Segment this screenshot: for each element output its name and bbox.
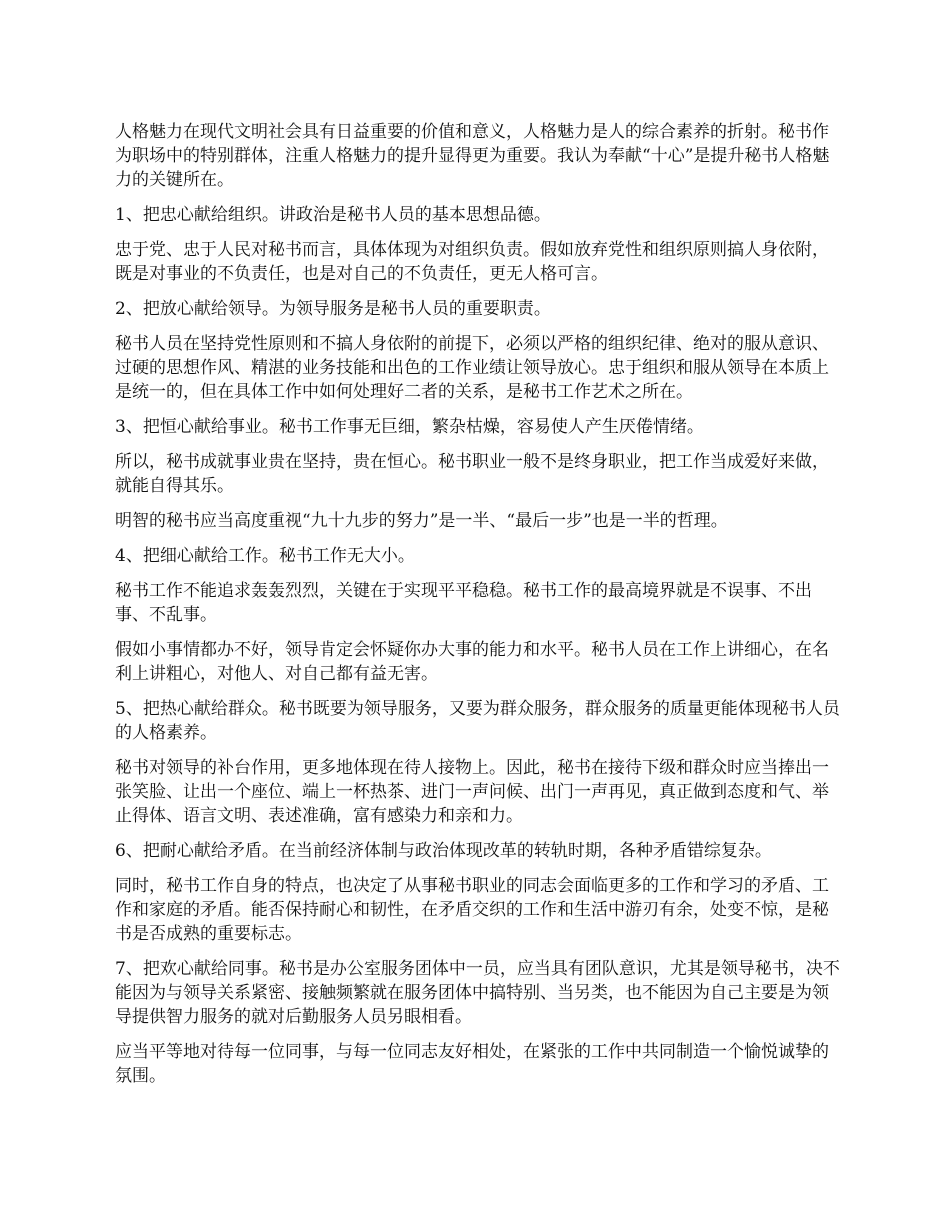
- section-heading-carefulness: 4、把细心献给工作。秘书工作无大小。: [115, 546, 415, 566]
- body-paragraph: 秘书人员在坚持党性原则和不搞人身依附的前提下，必须以严格的组织纪律、绝对的服从意识、过硬的思想作风、精湛的业务技能和出色的工作业绩让领导放心。忠于组织和服从领导在本质上是统一的，但在具体工作中如何处理好二者的关系，是秘书工作艺术之所在。: [115, 334, 829, 402]
- body-paragraph: 假如小事情都办不好，领导肯定会怀疑你办大事的能力和水平。秘书人员在工作上讲细心，在名利上讲粗心，对他人、对自己都有益无害。: [115, 640, 829, 684]
- body-paragraph: 明智的秘书应当高度重视“九十九步的努力”是一半、“最后一步”也是一半的哲理。: [115, 511, 728, 531]
- body-paragraph: 同时，秘书工作自身的特点，也决定了从事秘书职业的同志会面临更多的工作和学习的矛盾、工作和家庭的矛盾。能否保持耐心和韧性，在矛盾交织的工作和生活中游刃有余，处变不惊，是秘书是否成熟的重要标志。: [115, 876, 829, 944]
- section-heading-patience: 6、把耐心献给矛盾。在当前经济体制与政治体现改革的转轨时期，各种矛盾错综复杂。: [115, 841, 772, 861]
- section-heading-warmth: 5、把热心献给群众。秘书既要为领导服务，又要为群众服务，群众服务的质量更能体现秘书人员的人格素养。: [115, 699, 840, 743]
- body-paragraph: 应当平等地对待每一位同事，与每一位同志友好相处，在紧张的工作中共同制造一个愉悦诚挚的氛围。: [115, 1042, 829, 1086]
- body-paragraph: 秘书工作不能追求轰轰烈烈，关键在于实现平平稳稳。秘书工作的最高境界就是不误事、不出事、不乱事。: [115, 581, 812, 625]
- section-heading-perseverance: 3、把恒心献给事业。秘书工作事无巨细，繁杂枯燥，容易使人产生厌倦情绪。: [115, 417, 704, 437]
- body-paragraph: 所以，秘书成就事业贵在坚持，贵在恒心。秘书职业一般不是终身职业，把工作当成爱好来做，就能自得其乐。: [115, 452, 829, 496]
- section-heading-joy: 7、把欢心献给同事。秘书是办公室服务团体中一员，应当具有团队意识，尤其是领导秘书，决不能因为与领导关系紧密、接触频繁就在服务团体中搞特别、当另类，也不能因为自己主要是为领导提供智力服务的就对后勤服务人员另眼相看。: [115, 959, 840, 1027]
- body-paragraph: 秘书对领导的补台作用，更多地体现在待人接物上。因此，秘书在接待下级和群众时应当捧出一张笑脸、让出一个座位、端上一杯热茶、进门一声问候、出门一声再见，真正做到态度和气、举止得体、语言文明、表述准确，富有感染力和亲和力。: [115, 758, 829, 826]
- body-paragraph: 忠于党、忠于人民对秘书而言，具体体现为对组织负责。假如放弃党性和组织原则搞人身依附，既是对事业的不负责任，也是对自己的不负责任，更无人格可言。: [115, 240, 829, 284]
- section-heading-loyalty: 1、把忠心献给组织。讲政治是秘书人员的基本思想品德。: [115, 205, 551, 225]
- section-heading-reassurance: 2、把放心献给领导。为领导服务是秘书人员的重要职责。: [115, 299, 551, 319]
- intro-paragraph: 人格魅力在现代文明社会具有日益重要的价值和意义，人格魅力是人的综合素养的折射。秘书作为职场中的特别群体，注重人格魅力的提升显得更为重要。我认为奉献“十心”是提升秘书人格魅力的关键所在。: [115, 122, 830, 190]
- document-page: [115, 120, 845, 1099]
